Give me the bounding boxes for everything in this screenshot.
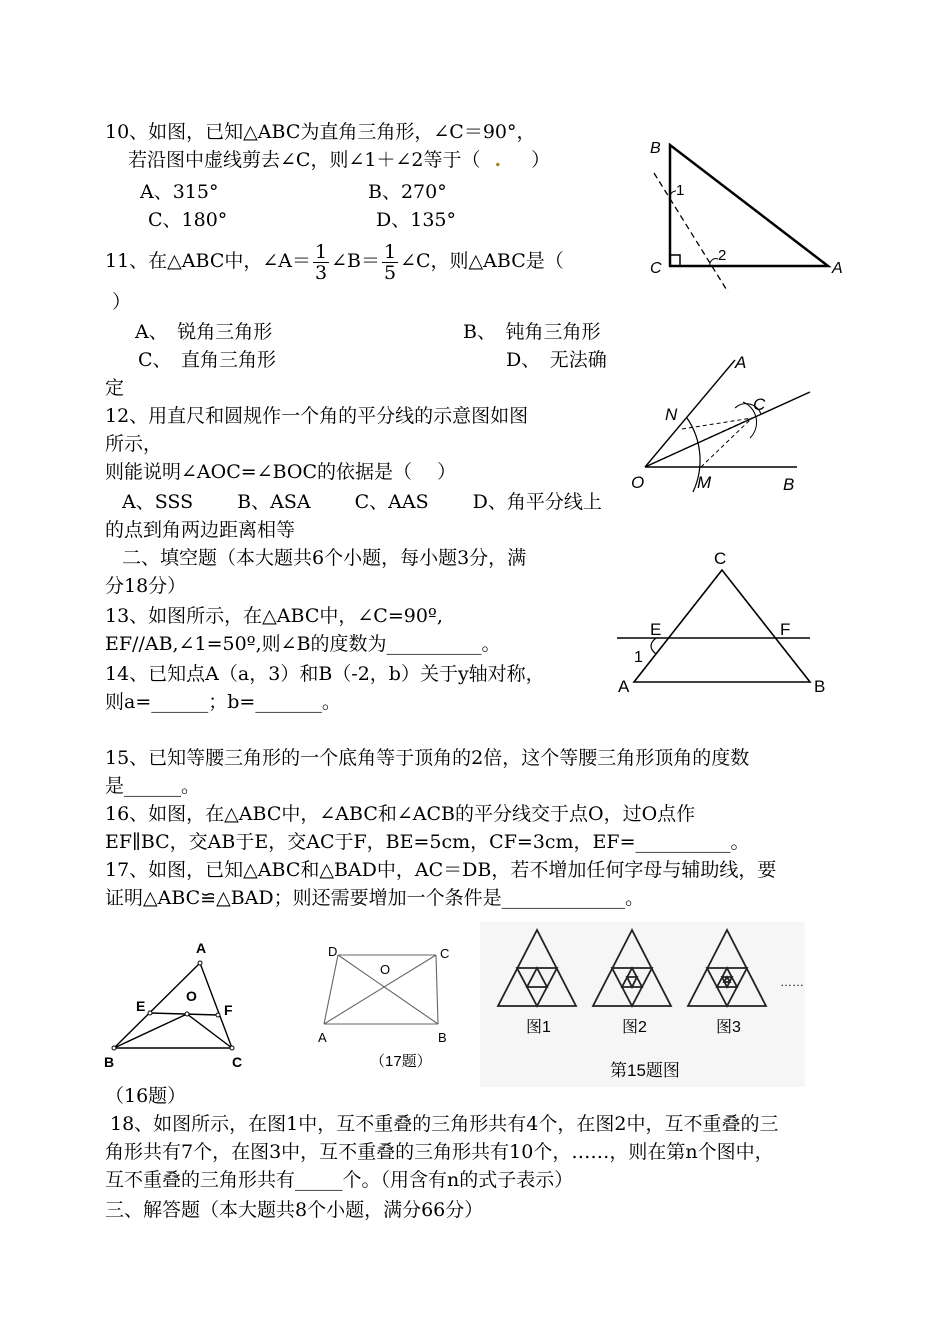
q13-fig-label-a: A [618,677,630,696]
q17-figure [310,938,470,1070]
q12-line3: 则能说明∠AOC=∠BOC的依据是（ ） [105,461,457,483]
q10-fig-label-c: C [650,260,662,277]
q17-fig-label-c: C [440,946,450,961]
q12-fig-label-m: M [697,473,712,492]
q15-figure [480,922,805,1087]
q12-line2: 所示， [105,433,163,455]
q17-fig-label-b: B [438,1030,447,1045]
q12-options: A、SSS B、ASA C、AAS D、角平分线上 [122,491,602,513]
q11-f2-num: 1 [384,240,397,263]
q11-fraction-1 [313,242,329,283]
q11-close: ） [112,291,132,313]
q17-line1: 17、如图，已知△ABC和△BAD中，AC＝DB，若不增加任何字母与辅助线，要 [105,859,777,881]
q10-option-c: C、180° [148,209,228,231]
q12-fig-label-o: O [631,473,645,492]
fig15-caption: 第15题图 [610,1061,680,1080]
q11-stem [105,236,564,286]
q13-fig-label-b: B [814,677,826,696]
q13-fig-label-e: E [650,620,662,639]
q10-line2-text: 若沿图中虚线剪去∠C，则∠1＋∠2等于（ [128,149,481,171]
q10-mark: . [494,149,502,171]
section2-title-cont: 分18分） [105,575,187,597]
q13-fig-label-f: F [780,620,791,639]
q14-line1: 14、已知点A（a，3）和B（-2，b）关于y轴对称， [105,663,545,685]
q11-fraction-2 [382,242,398,283]
q13-figure [612,548,842,698]
q15-line1: 15、已知等腰三角形的一个底角等于顶角的2倍，这个等腰三角形顶角的度数 [105,747,750,769]
q16-fig-label-e: E [136,998,146,1014]
q11-pre: 11、在△ABC中，∠A＝ [105,250,312,272]
q10-line1: 10、如图，已知△ABC为直角三角形，∠C＝90°， [105,121,536,143]
q11-option-b: B、 钝角三角形 [463,321,601,343]
q10-figure [640,135,855,295]
q16-line1: 16、如图，在△ABC中，∠ABC和∠ACB的平分线交于点O，过O点作 [105,803,696,825]
fig15-dots: …… [780,975,804,989]
q17-fig-label-a: A [318,1030,327,1045]
q11-option-a: A、 锐角三角形 [135,321,273,343]
q16-figure [100,935,260,1075]
q11-f1-den: 3 [315,261,328,284]
q10-option-d: D、135° [376,209,456,231]
q17-caption: （17题） [370,1053,432,1070]
q11-option-d: D、 无法确 [506,349,607,371]
q16-fig-label-o: O [186,988,197,1004]
q16-line2: EF∥BC，交AB于E，交AC于F，BE=5cm，CF=3cm，EF=__________。 [105,831,750,853]
fig15-label-3: 图3 [716,1019,741,1036]
q16-fig-label-c: C [232,1054,243,1070]
section3-title: 三、解答题（本大题共8个小题，满分66分） [105,1199,484,1221]
q16-fig-label-a: A [196,940,207,956]
q10-line2 [128,148,550,172]
q11-mid: ∠B＝ [331,250,380,272]
q18-line2: 角形共有7个，在图3中，互不重叠的三角形共有10个，……，则在第n个图中， [105,1141,774,1163]
q16-fig-label-b: B [104,1054,115,1070]
q11-f1-num: 1 [315,240,328,263]
fig15-label-2: 图2 [622,1019,647,1036]
q11-option-d-cont: 定 [105,377,125,399]
q16-caption: （16题） [105,1085,187,1107]
q14-line2: 则a=______；b=_______。 [105,691,341,713]
q12-fig-label-n: N [665,405,678,424]
q13-line2: EF//AB,∠1=50º,则∠B的度数为__________。 [105,633,501,655]
q10-fig-label-b: B [650,140,661,157]
q18-line3: 互不重叠的三角形共有_____个。（用含有n的式子表示） [105,1169,574,1191]
q10-fig-label-a: A [832,260,843,277]
q12-fig-label-c: C [753,395,766,414]
q10-option-b: B、270° [368,181,447,203]
section2-title: 二、填空题（本大题共6个小题，每小题3分，满 [122,547,527,569]
q10-fig-label-2: 2 [718,247,727,264]
q17-fig-label-d: D [328,944,338,959]
q13-line1: 13、如图所示，在△ABC中，∠C=90º, [105,605,443,627]
q11-option-c: C、 直角三角形 [138,349,277,371]
q10-option-a: A、315° [140,181,219,203]
q12-line1: 12、用直尺和圆规作一个角的平分线的示意图如图 [105,405,529,427]
q12-options-cont: 的点到角两边距离相等 [105,519,296,541]
fig15-label-1: 图1 [526,1019,551,1036]
q11-post: ∠C，则△ABC是（ [400,250,564,272]
q12-fig-label-b: B [783,475,795,494]
q16-fig-label-f: F [224,1002,233,1018]
q17-fig-label-o: O [380,962,391,977]
q11-f2-den: 5 [384,261,397,284]
q10-line2-end: ） [531,149,551,171]
q13-fig-label-1: 1 [634,649,643,666]
q10-fig-label-1: 1 [676,182,685,199]
q12-fig-label-a: A [735,353,747,372]
q12-figure [625,350,825,500]
q13-fig-label-c: C [714,549,727,568]
q18-line1: 18、如图所示，在图1中，互不重叠的三角形共有4个，在图2中，互不重叠的三 [110,1113,779,1135]
q15-line2: 是______。 [105,775,201,797]
q17-line2: 证明△ABC≌△BAD；则还需要增加一个条件是_____________。 [105,887,645,909]
